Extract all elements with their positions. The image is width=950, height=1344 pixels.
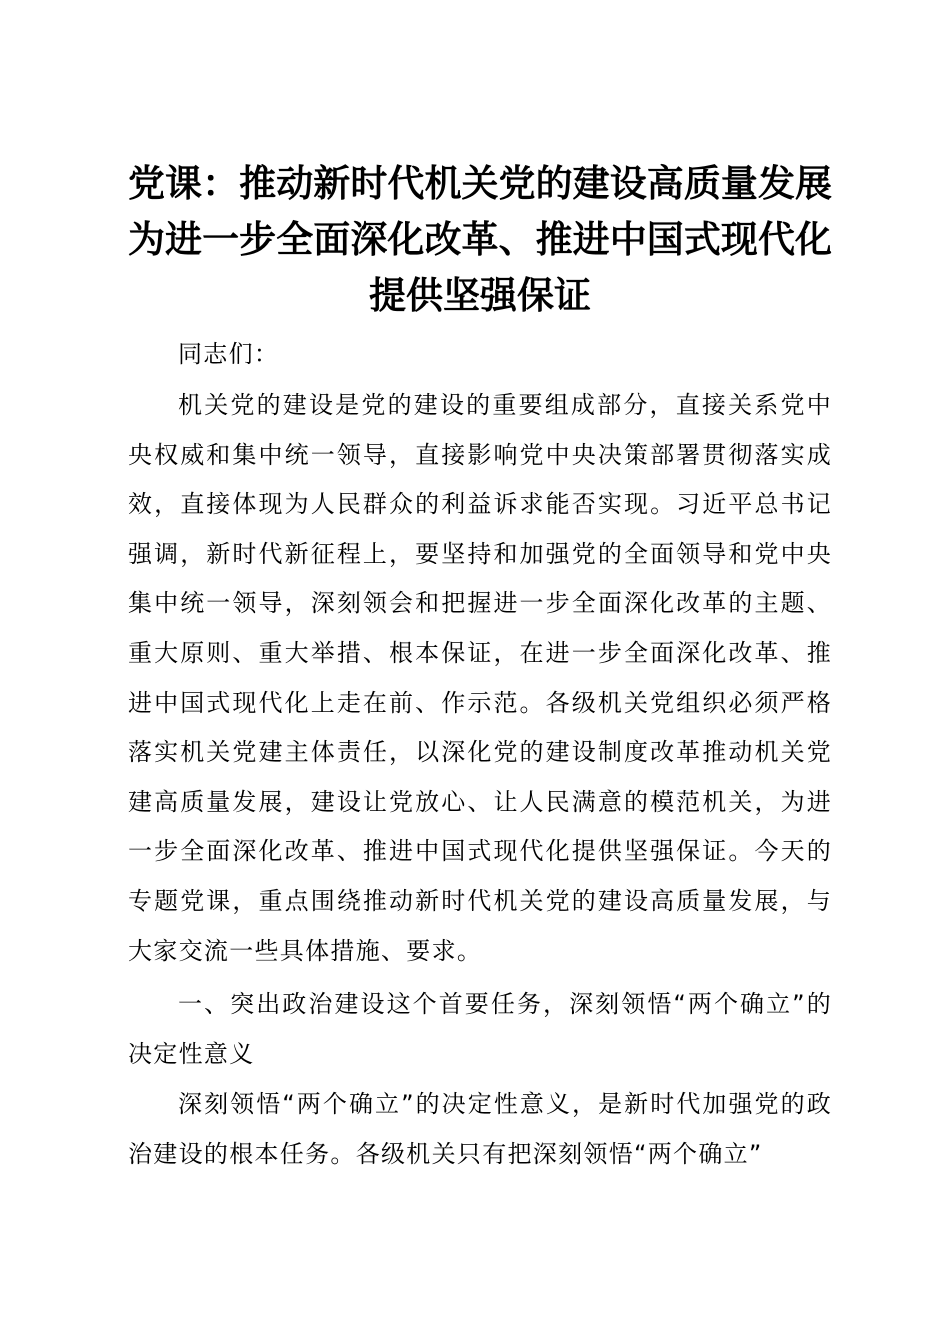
paragraph-section-1: 深刻领悟“两个确立”的决定性意义，是新时代加强党的政治建设的根本任务。各级机关只有把深刻领悟“两个确立”: [128, 1090, 832, 1168]
greeting: 同志们：: [178, 340, 280, 368]
document-title: 党课：推动新时代机关党的建设高质量发展为进一步全面深化改革、推进中国式现代化提供坚强保证: [128, 162, 832, 317]
section-heading-1: 一、突出政治建设这个首要任务，深刻领悟“两个确立”的决定性意义: [128, 990, 832, 1068]
paragraph-intro: 机关党的建设是党的建设的重要组成部分，直接关系党中央权威和集中统一领导，直接影响党中央决策部署贯彻落实成效，直接体现为人民群众的利益诉求能否实现。习近平总书记强调，新时代新征程上，要坚持和加强党的全面领导和党中央集中统一领导，深刻领会和把握进一步全面深化改革的主题、重大原则、重大举措、根本保证，在进一步全面深化改革、推进中国式现代化上走在前、作示范。各级机关党组织必须严格落实机关党建主体责任，以深化党的建设制度改革推动机关党建高质量发展，建设让党放心、让人民满意的模范机关，为进一步全面深化改革、推进中国式现代化提供坚强保证。今天的专题党课，重点围绕推动新时代机关党的建设高质量发展，与大家交流一些具体措施、要求。: [128, 391, 832, 965]
